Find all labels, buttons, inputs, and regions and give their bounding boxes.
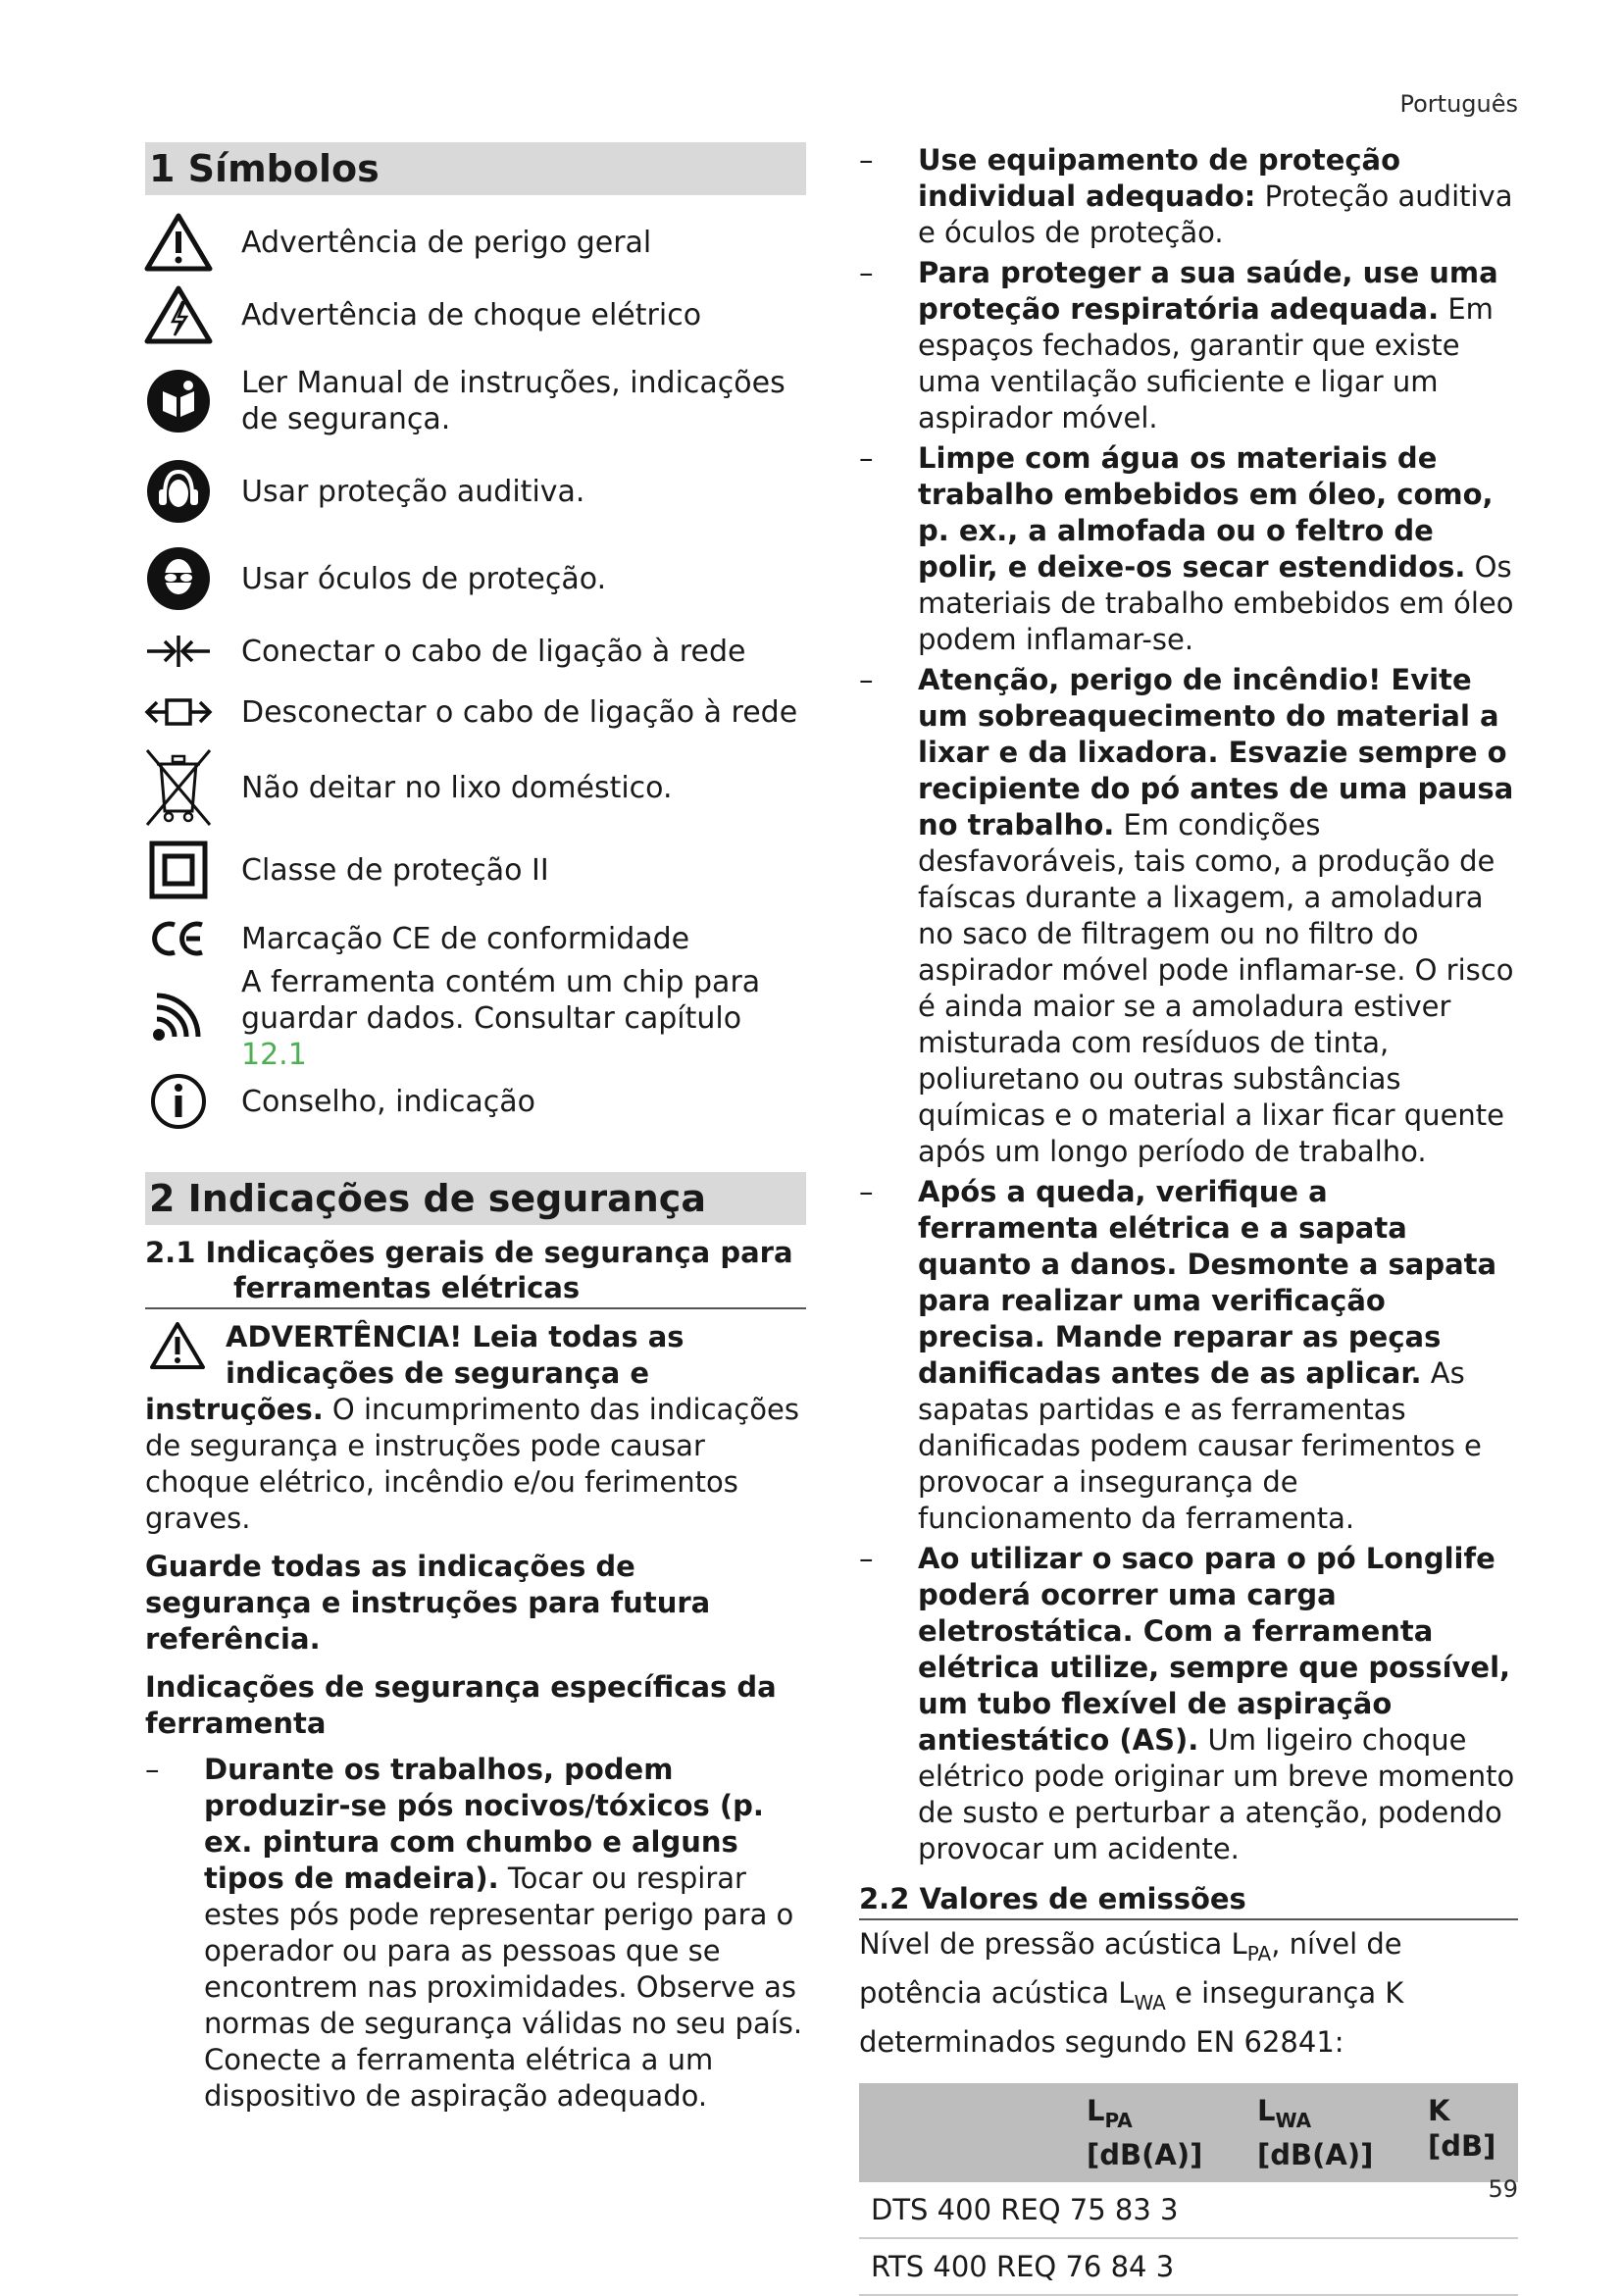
warning-text: O incumprimento das indicações de segurança e instruções pode causar choque elétrico, incêndio e/ou ferimentos graves. bbox=[145, 1393, 799, 1535]
bullet-dash: – bbox=[859, 1542, 874, 1575]
table-row bbox=[859, 2182, 1518, 2238]
safety-bullet bbox=[859, 662, 1518, 1170]
intro-part: , nível de potência acústica L bbox=[859, 1927, 1402, 2010]
warning-triangle-icon bbox=[149, 1321, 206, 1374]
subsection-title-line2: ferramentas elétricas bbox=[233, 1271, 581, 1304]
header-unit: [dB(A)] bbox=[1257, 2138, 1374, 2172]
table-row bbox=[859, 2238, 1518, 2295]
bullet-text: Os materiais de trabalho embebidos em óleo podem inflamar-se. bbox=[918, 550, 1514, 656]
protection-class-icon bbox=[143, 841, 214, 899]
right-column bbox=[859, 142, 1518, 2296]
symbol-row bbox=[145, 621, 806, 682]
symbol-row bbox=[145, 742, 806, 833]
plug-connect-icon bbox=[143, 632, 214, 671]
safety-bullet bbox=[859, 1174, 1518, 1537]
table-header-row bbox=[859, 2083, 1518, 2183]
header-main: L bbox=[1257, 2093, 1276, 2127]
bullet-bold: Durante os trabalhos, podem produzir-se pós nocivos/tóxicos (p. ex. pintura com chumbo e alguns tipos de madeira). bbox=[204, 1753, 764, 1895]
symbol-text: Classe de proteção II bbox=[241, 852, 549, 888]
bullet-bold: Após a queda, verifique a ferramenta elétrica e a sapata quanto a danos. Desmonte a sapata para realizar uma verificação precisa. Mande reparar as peças danificadas antes de as aplicar. bbox=[918, 1175, 1497, 1390]
section-2-title: 2 Indicações de segurança bbox=[145, 1172, 806, 1225]
crossed-bin-icon bbox=[143, 746, 214, 829]
safety-bullet bbox=[859, 440, 1518, 658]
intro-part: Nível de pressão acústica L bbox=[859, 1927, 1247, 1961]
bullet-dash: – bbox=[859, 143, 874, 177]
header-main: L bbox=[1087, 2093, 1105, 2127]
table-cell: DTS 400 REQ 75 83 3 bbox=[859, 2182, 1518, 2238]
symbol-text: Não deitar no lixo doméstico. bbox=[241, 770, 673, 805]
emissions-table bbox=[859, 2083, 1518, 2296]
symbol-text: Advertência de choque elétrico bbox=[241, 297, 702, 332]
left-column bbox=[145, 142, 806, 2115]
symbol-row bbox=[145, 682, 806, 742]
bullet-text: Em espaços fechados, garantir que existe uma ventilação suficiente e ligar um aspirador móvel. bbox=[918, 292, 1494, 434]
symbol-row bbox=[145, 446, 806, 536]
subsection-2-2-title: 2.2 Valores de emissões bbox=[859, 1881, 1518, 1920]
bullet-dash: – bbox=[859, 1175, 874, 1208]
table-header-cell bbox=[1245, 2083, 1416, 2183]
intro-subscript: WA bbox=[1134, 1990, 1166, 2015]
symbol-row bbox=[145, 356, 806, 446]
symbol-row bbox=[145, 1066, 806, 1137]
symbol-text: Advertência de perigo geral bbox=[241, 225, 652, 260]
bullet-dash: – bbox=[859, 441, 874, 475]
bullet-dash: – bbox=[859, 663, 874, 696]
subsection-2-1-title bbox=[145, 1235, 806, 1309]
bullet-bold: Para proteger a sua saúde, use uma proteção respiratória adequada. bbox=[918, 256, 1498, 326]
symbol-text bbox=[241, 964, 806, 1073]
eye-protection-icon bbox=[143, 545, 214, 612]
bullet-text: Em condições desfavoráveis, tais como, a produção de faíscas durante a lixagem, a amoladura no saco de filtragem ou no filtro do aspirador móvel pode inflamar-se. O risco é ainda maior se a amoladura estiver misturada com resíduos de tinta, poliuretano ou outras substâncias químicas e o material a lixar ficar quente após um longo período de trabalho. bbox=[918, 808, 1514, 1168]
chapter-link[interactable]: 12.1 bbox=[241, 1037, 307, 1072]
ce-mark-icon bbox=[143, 919, 214, 958]
bullet-bold: Limpe com água os materiais de trabalho embebidos em óleo, como, p. ex., a almofada ou o feltro de polir, e deixe-os secar estendidos. bbox=[918, 441, 1494, 584]
symbol-text: Marcação CE de conformidade bbox=[241, 921, 690, 956]
symbol-row bbox=[145, 907, 806, 970]
symbol-row bbox=[145, 211, 806, 274]
info-icon bbox=[143, 1072, 214, 1131]
emissions-intro bbox=[859, 1924, 1518, 2062]
header-subscript: PA bbox=[1104, 2108, 1133, 2132]
symbol-text: Conectar o cabo de ligação à rede bbox=[241, 634, 746, 669]
symbol-text: Desconectar o cabo de ligação à rede bbox=[241, 694, 798, 730]
symbol-text: Usar óculos de proteção. bbox=[241, 561, 607, 596]
symbol-row bbox=[145, 536, 806, 621]
symbol-text: Conselho, indicação bbox=[241, 1084, 536, 1119]
symbol-list bbox=[145, 211, 806, 1137]
symbol-text: Ler Manual de instruções, indicações de segurança. bbox=[241, 366, 786, 436]
symbol-text-main: A ferramenta contém um chip para guardar dados. Consultar capítulo bbox=[241, 964, 761, 1036]
bullet-text: As sapatas partidas e as ferramentas danificadas podem causar ferimentos e provocar a insegurança de funcionamento da ferramenta. bbox=[918, 1356, 1482, 1535]
warning-block bbox=[145, 1319, 806, 1537]
subsection-title-line1: 2.1 Indicações gerais de segurança para bbox=[145, 1236, 793, 1269]
header-subscript: WA bbox=[1275, 2108, 1312, 2132]
symbol-text: Usar proteção auditiva. bbox=[241, 474, 585, 509]
header-main: K [dB] bbox=[1428, 2093, 1496, 2163]
page-language-label: Português bbox=[1399, 90, 1518, 118]
bullet-bold: Ao utilizar o saco para o pó Longlife poderá ocorrer uma carga eletrostática. Com a ferramenta elétrica utilize, sempre que possível, um tubo flexível de aspiração antiestático (AS). bbox=[918, 1542, 1511, 1757]
symbol-row bbox=[145, 274, 806, 356]
table-cell: RTS 400 REQ 76 84 3 bbox=[859, 2238, 1518, 2295]
intro-part: e insegurança K determinados segundo EN 62841: bbox=[859, 1975, 1404, 2059]
section-1-title: 1 Símbolos bbox=[145, 142, 806, 195]
safety-bullet bbox=[145, 1752, 806, 2115]
ear-protection-icon bbox=[143, 458, 214, 525]
bullet-dash: – bbox=[145, 1753, 160, 1786]
bullet-text: Um ligeiro choque elétrico pode originar um breve momento de susto e perturbar a atenção, podendo provocar um acidente. bbox=[918, 1723, 1515, 1865]
keep-instructions-notice: Guarde todas as indicações de segurança e instruções para futura referência. bbox=[145, 1550, 711, 1656]
bullet-text: Tocar ou respirar estes pós pode representar perigo para o operador ou para as pessoas que se encontrem nas proximidades. Observe as normas de segurança válidas no seu país. Conecte a ferramenta elétrica a um dispositivo de aspiração adequado. bbox=[204, 1862, 803, 2113]
table-header-cell bbox=[1075, 2083, 1245, 2183]
bullet-bold: Use equipamento de proteção individual adequado: bbox=[918, 143, 1401, 213]
table-header-cell bbox=[859, 2083, 1075, 2183]
bullet-bold: Atenção, perigo de incêndio! Evite um sobreaquecimento do material a lixar e da lixadora. Esvazie sempre o recipiente do pó antes de uma pausa no trabalho. bbox=[918, 663, 1514, 842]
electric-shock-icon bbox=[143, 284, 214, 345]
warning-triangle-icon bbox=[143, 212, 214, 273]
bullet-text: Proteção auditiva e óculos de proteção. bbox=[918, 179, 1513, 249]
safety-bullet bbox=[859, 255, 1518, 436]
warning-paragraph bbox=[145, 1319, 806, 1537]
page-number: 59 bbox=[1488, 2175, 1518, 2203]
rfid-chip-icon bbox=[143, 992, 214, 1045]
symbol-row bbox=[145, 964, 806, 1072]
warning-bold: ADVERTÊNCIA! Leia todas as indicações de segurança e instruções. bbox=[145, 1320, 684, 1426]
plug-disconnect-icon bbox=[143, 692, 214, 732]
table-header-cell bbox=[1416, 2083, 1518, 2183]
specific-safety-heading: Indicações de segurança específicas da ferramenta bbox=[145, 1670, 777, 1740]
safety-bullet bbox=[859, 1541, 1518, 1867]
header-unit: [dB(A)] bbox=[1087, 2138, 1203, 2172]
manual-icon bbox=[143, 368, 214, 434]
bullet-dash: – bbox=[859, 256, 874, 289]
intro-subscript: PA bbox=[1246, 1941, 1272, 1965]
safety-bullet bbox=[859, 142, 1518, 251]
symbol-row bbox=[145, 833, 806, 907]
